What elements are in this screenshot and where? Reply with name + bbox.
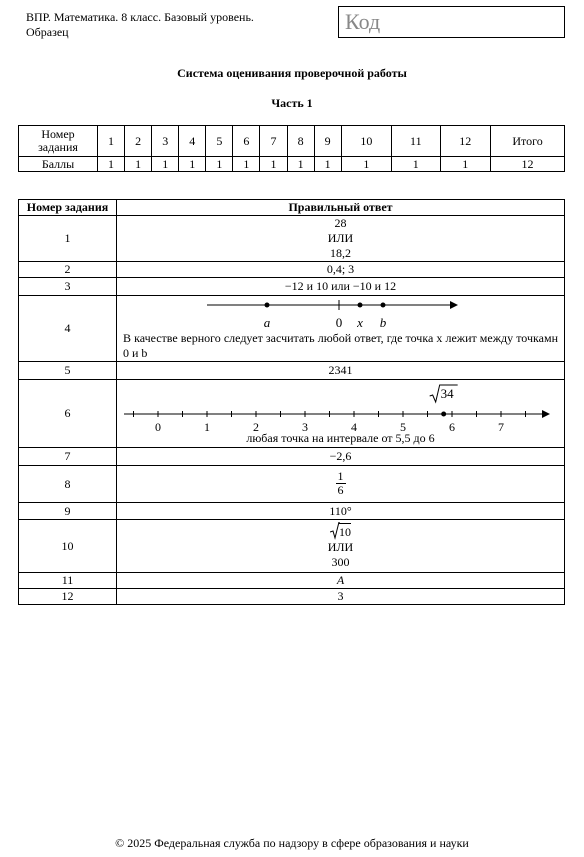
tick-label: 4	[351, 419, 357, 434]
root-point	[441, 411, 446, 416]
number-line-figure	[117, 383, 562, 435]
point-x	[358, 302, 363, 307]
tick-label: 2	[253, 419, 259, 434]
row-number: 1	[19, 216, 117, 262]
row-number: 11	[19, 573, 117, 589]
number-line-figure	[117, 297, 562, 331]
answer-table	[18, 199, 565, 605]
answer-value: −2,6	[117, 448, 565, 466]
answer-row-5	[19, 362, 565, 380]
points-cell: 1	[179, 157, 206, 172]
answer-value: A	[117, 573, 565, 589]
task-cell: 6	[233, 126, 260, 157]
fraction	[336, 470, 346, 497]
row-number: 3	[19, 278, 117, 296]
code-field[interactable]	[338, 6, 565, 38]
answer-cell	[117, 466, 565, 503]
sqrt-label	[430, 385, 458, 402]
tick-label: 5	[400, 419, 406, 434]
row-number: 7	[19, 448, 117, 466]
answer-row-1	[19, 216, 565, 262]
tick-label: 1	[204, 419, 210, 434]
answer-value: 0,4; 3	[117, 262, 565, 278]
tick-label: 3	[302, 419, 308, 434]
points-cell: 1	[233, 157, 260, 172]
score-table-header-row	[19, 126, 565, 157]
task-cell: 5	[206, 126, 233, 157]
row-number: 6	[19, 380, 117, 448]
answer-cell	[117, 520, 565, 573]
points-cell: 1	[152, 157, 179, 172]
points-cell: 1	[98, 157, 125, 172]
arrow-head-icon	[450, 301, 458, 309]
task-number-label-line2: задания	[38, 140, 78, 154]
points-cell: 1	[440, 157, 490, 172]
task-number-label-line1: Номер	[41, 127, 75, 141]
task-cell: 7	[260, 126, 287, 157]
answer-value: 300	[331, 554, 350, 569]
point-a	[265, 302, 270, 307]
score-table	[18, 125, 565, 172]
points-cell: 1	[287, 157, 314, 172]
answer-value: 28	[334, 216, 347, 230]
task-cell: 8	[287, 126, 314, 157]
task-cell: 12	[440, 126, 490, 157]
answer-row-11	[19, 573, 565, 589]
label-x: x	[357, 314, 363, 330]
answer-row-8	[19, 466, 565, 503]
row-number: 8	[19, 466, 117, 503]
page-title: Система оценивания проверочной работы	[177, 66, 407, 80]
answer-value: 18,2	[330, 246, 351, 260]
footer-copyright: © 2025 Федеральная служба по надзору в сфере образования и науки	[115, 836, 469, 850]
task-cell: 9	[314, 126, 341, 157]
task-cell: 10	[341, 126, 391, 157]
answer-caption: любая точка на интервале от 5,5 до 6	[246, 430, 435, 445]
answer-cell	[117, 380, 565, 448]
answer-row-2	[19, 262, 565, 278]
task-cell: 3	[152, 126, 179, 157]
row-number: 10	[19, 520, 117, 573]
points-cell: 1	[206, 157, 233, 172]
col-task-number: Номер задания	[19, 200, 117, 216]
task-cell: 11	[392, 126, 441, 157]
radical-sign-icon	[330, 522, 340, 540]
answer-row-6	[19, 380, 565, 448]
col-correct-answer: Правильный ответ	[117, 200, 565, 216]
root-value: 10	[339, 524, 351, 539]
answer-row-12	[19, 589, 565, 605]
part-title: Часть 1	[271, 96, 313, 110]
points-cell: 1	[314, 157, 341, 172]
answer-table-header	[19, 200, 565, 216]
row-number: 12	[19, 589, 117, 605]
tick-label: 0	[155, 419, 161, 434]
point-b	[381, 302, 386, 307]
row-number: 4	[19, 296, 117, 362]
points-cell: 1	[260, 157, 287, 172]
total-points: 12	[491, 157, 565, 172]
points-cell: 1	[392, 157, 441, 172]
header	[26, 10, 326, 40]
points-cell: 1	[341, 157, 391, 172]
answer-value: 110°	[117, 503, 565, 520]
label-a: a	[263, 314, 271, 330]
score-table-points-row	[19, 157, 565, 172]
answer-cell	[117, 296, 565, 362]
or-label: ИЛИ	[327, 231, 354, 245]
label-zero: 0	[335, 314, 343, 330]
or-label: ИЛИ	[327, 539, 354, 554]
row-number: 9	[19, 503, 117, 520]
answer-row-10	[19, 520, 565, 573]
total-label: Итого	[491, 126, 565, 157]
tick-label: 7	[498, 419, 504, 434]
task-cell: 2	[125, 126, 152, 157]
answer-cell	[117, 216, 565, 262]
answer-value: 2341	[117, 362, 565, 380]
code-label: Код	[345, 9, 381, 34]
points-label: Баллы	[19, 157, 98, 172]
fraction-numerator: 1	[337, 469, 344, 483]
task-number-label	[19, 126, 98, 157]
answer-row-4	[19, 296, 565, 362]
answer-explanation: В качестве верного следует засчитать любой ответ, где точка x лежит между точкамн 0 и b	[123, 330, 558, 360]
fraction-denominator: 6	[337, 483, 344, 497]
sqrt-expression	[330, 523, 351, 540]
points-cell: 1	[125, 157, 152, 172]
row-number: 5	[19, 362, 117, 380]
answer-row-7	[19, 448, 565, 466]
label-b: b	[379, 314, 387, 330]
arrow-head-icon	[542, 410, 550, 418]
task-cell: 1	[98, 126, 125, 157]
answer-value: −12 и 10 или −10 и 12	[117, 278, 565, 296]
answer-row-9	[19, 503, 565, 520]
header-line-2: Образец	[26, 25, 69, 39]
task-cell: 4	[179, 126, 206, 157]
root-value: 34	[440, 385, 454, 401]
tick-label: 6	[449, 419, 455, 434]
answer-row-3	[19, 278, 565, 296]
answer-value: 3	[117, 589, 565, 605]
row-number: 2	[19, 262, 117, 278]
header-line-1: ВПР. Математика. 8 класс. Базовый уровень.	[26, 10, 254, 24]
